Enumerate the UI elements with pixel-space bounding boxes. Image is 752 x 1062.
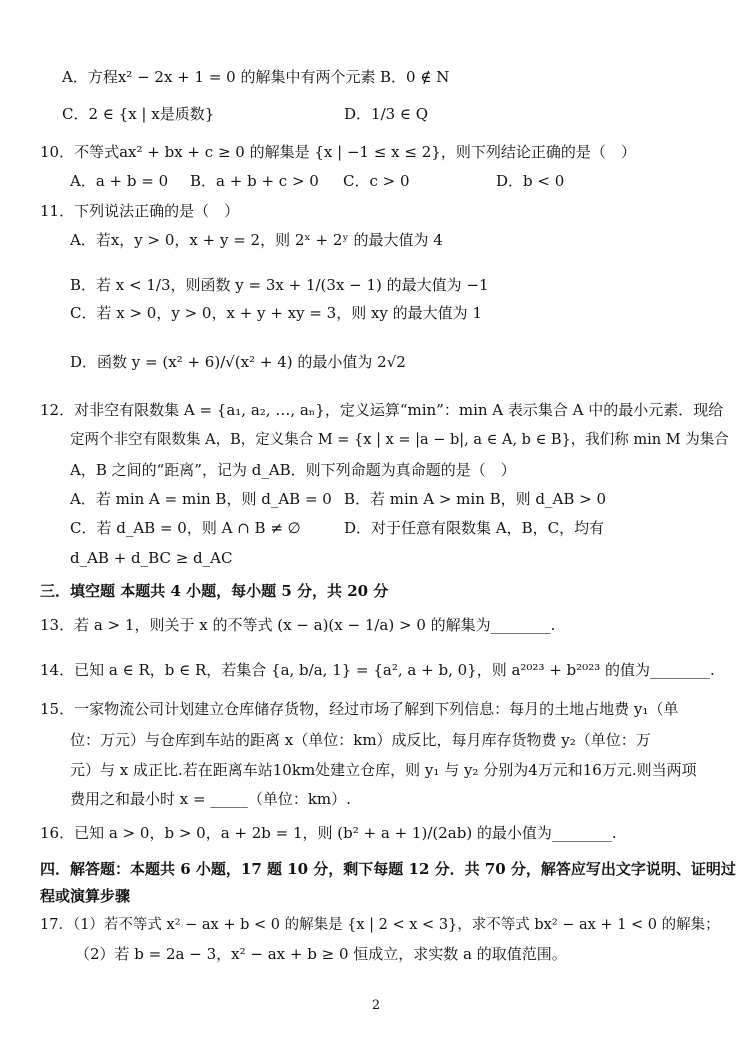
section-3-heading: 三．填空题 本题共 4 小题，每小题 5 分，共 20 分 <box>40 582 389 600</box>
q12-line1: 12．对非空有限数集 A = {a₁, a₂, …, aₙ}，定义运算“min”：min A 表示集合 A 中的最小元素．现给 <box>40 401 724 419</box>
q10-stem: 10．不等式ax² + bx + c ≥ 0 的解集是 {x | −1 ≤ x ≤ 2}，则下列结论正确的是（ ） <box>40 143 636 161</box>
q9-option-b: B．0 ∉ N <box>380 68 450 86</box>
q12-option-d: D．对于任意有限数集 A，B，C，均有 <box>344 519 605 537</box>
section-4-heading-line2: 程或演算步骤 <box>40 887 131 905</box>
q12-option-b: B．若 min A > min B，则 d_AB > 0 <box>344 490 607 508</box>
q15-line2: 位：万元）与仓库到车站的距离 x（单位：km）成反比，每月库存货物费 y₂（单位：万 <box>70 731 651 749</box>
page-number: 2 <box>371 998 381 1013</box>
q11-option-d: D．函数 y = (x² + 6)/√(x² + 4) 的最小值为 2√2 <box>70 353 406 371</box>
q12-option-d-cont: d_AB + d_BC ≥ d_AC <box>70 549 233 567</box>
q12-line2: 定两个非空有限数集 A，B，定义集合 M = {x | x = |a − b|, a ∈ A, b ∈ B}，我们称 min M 为集合 <box>70 432 729 448</box>
q12-option-a: A．若 min A = min B，则 d_AB = 0 <box>70 490 332 508</box>
q16: 16．已知 a > 0，b > 0，a + 2b = 1，则 (b² + a + 1)/(2ab) 的最小值为________. <box>40 824 617 842</box>
q11-option-c: C．若 x > 0，y > 0，x + y + xy = 3，则 xy 的最大值为 1 <box>70 304 482 322</box>
q13: 13．若 a > 1，则关于 x 的不等式 (x − a)(x − 1/a) > 0 的解集为________. <box>40 616 556 634</box>
q14: 14．已知 a ∈ R，b ∈ R，若集合 {a, b/a, 1} = {a², a + b, 0}，则 a²⁰²³ + b²⁰²³ 的值为________. <box>40 661 715 679</box>
q12-line3: A，B 之间的“距离”，记为 d_AB．则下列命题为真命题的是（ ） <box>70 461 516 479</box>
q17-part2: （2）若 b = 2a − 3，x² − ax + b ≥ 0 恒成立，求实数 a 的取值范围。 <box>75 945 567 963</box>
section-4-heading-line1: 四．解答题：本题共 6 小题，17 题 10 分，剩下每题 12 分．共 70 分，解答应写出文字说明、证明过 <box>40 860 736 878</box>
q10-option-d: D．b < 0 <box>496 172 565 190</box>
q15-line3: 元）与 x 成正比.若在距离车站10km处建立仓库，则 y₁ 与 y₂ 分别为4万元和16万元.则当两项 <box>70 761 697 779</box>
q15-line1: 15．一家物流公司计划建立仓库储存货物，经过市场了解到下列信息：每月的土地占地费 y₁（单 <box>40 700 679 718</box>
q9-option-c: C．2 ∈ {x | x是质数} <box>62 105 215 123</box>
q10-option-b: B．a + b + c > 0 <box>190 172 319 190</box>
q11-option-a: A．若x，y > 0，x + y = 2，则 2ˣ + 2ʸ 的最大值为 4 <box>70 231 443 249</box>
q9-option-d: D．1/3 ∈ Q <box>344 105 429 123</box>
q9-option-a: A．方程x² − 2x + 1 = 0 的解集中有两个元素 <box>62 68 376 86</box>
q11-stem: 11．下列说法正确的是（ ） <box>40 202 240 220</box>
q17-part1: 17．（1）若不等式 x² − ax + b < 0 的解集是 {x | 2 < x < 3}，求不等式 bx² − ax + 1 < 0 的解集； <box>40 917 720 933</box>
q15-line4: 费用之和最小时 x = _____（单位：km）. <box>70 790 351 808</box>
q12-option-c: C．若 d_AB = 0，则 A ∩ B ≠ ∅ <box>70 519 301 537</box>
q11-option-b: B．若 x < 1/3，则函数 y = 3x + 1/(3x − 1) 的最大值为 −1 <box>70 276 489 294</box>
q10-option-c: C．c > 0 <box>343 172 410 190</box>
q10-option-a: A．a + b = 0 <box>70 172 169 190</box>
